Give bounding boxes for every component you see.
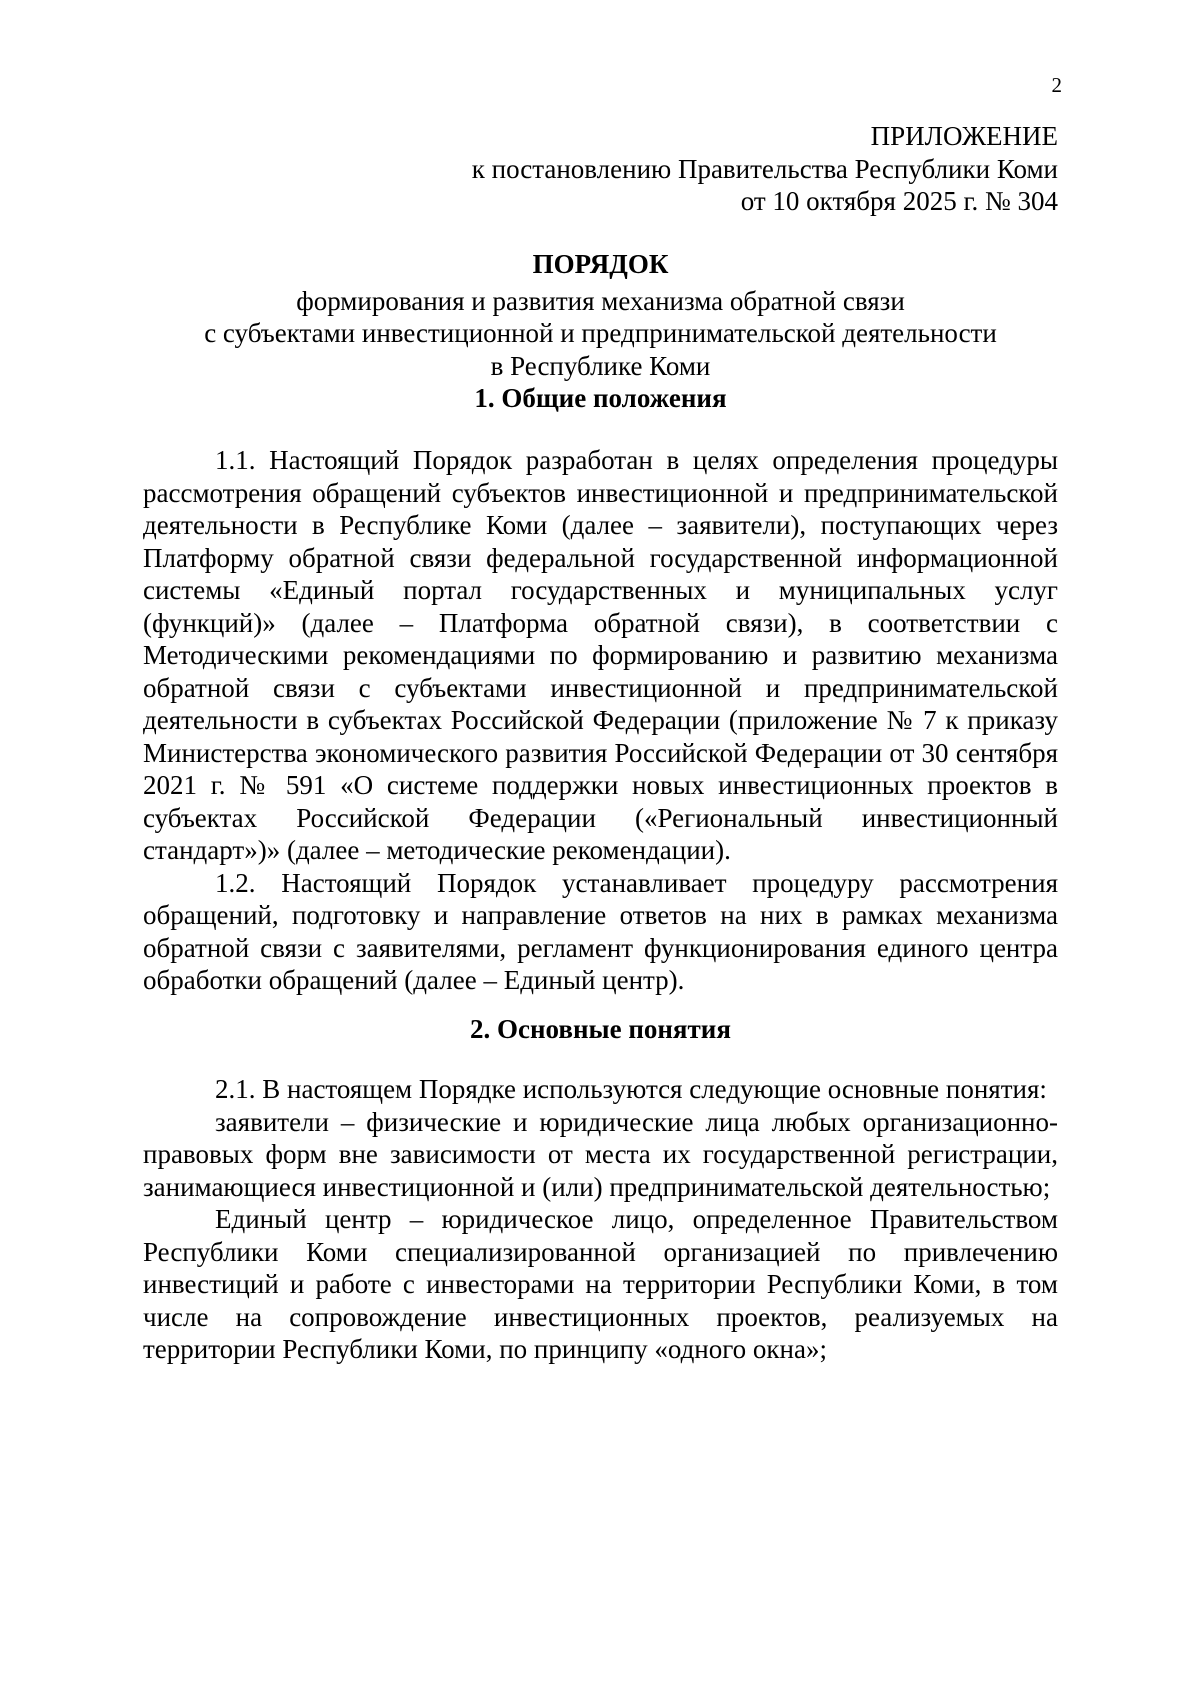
- document-subtitle-line-3: в Республике Коми: [490, 350, 711, 381]
- paragraph-1-2: 1.2. Настоящий Порядок устанавливает процедуру рассмотрения обращений, подготовку и направление ответов на них в рамках механизма обратной связи с заявителями, регламент функционирования единого центра обработки обращений (далее – Единый центр).: [143, 867, 1058, 995]
- paragraph-2-1: 2.1. В настоящем Порядке используются следующие основные понятия:: [215, 1074, 1047, 1104]
- section-2-heading: 2. Основные понятия: [470, 1014, 731, 1044]
- section-2-body: [143, 1073, 1058, 1366]
- page-number: 2: [1051, 73, 1062, 97]
- document-subtitle-line-1: формирования и развития механизма обратной связи: [296, 285, 905, 316]
- appendix-label: ПРИЛОЖЕНИЕ: [870, 121, 1058, 151]
- definition-applicants: заявители – физические и юридические лица любых организационно-правовых форм вне зависимости от места их государственной регистрации, занимающиеся инвестиционной и (или) предпринимательской деятельностью;: [143, 1106, 1058, 1202]
- document-subtitle-line-2: с субъектами инвестиционной и предпринимательской деятельности: [204, 318, 997, 348]
- appendix-date-number: от 10 октября 2025 г. № 304: [740, 186, 1058, 216]
- section-1-body: [143, 444, 1058, 997]
- document-title-block: [143, 248, 1058, 382]
- definition-single-center: Единый центр – юридическое лицо, определенное Правительством Республики Коми специализированной организацией по привлечению инвестиций и работе с инвесторами на территории Республики Коми, в том числе на сопровождение инвестиционных проектов, реализуемых на территории Республики Коми, по принципу «одного окна»;: [143, 1204, 1058, 1364]
- appendix-header: [143, 120, 1058, 218]
- section-1-heading: 1. Общие положения: [474, 383, 727, 413]
- appendix-reference: к постановлению Правительства Республики Коми: [471, 153, 1058, 184]
- paragraph-1-1: 1.1. Настоящий Порядок разработан в целях определения процедуры рассмотрения обращений субъектов инвестиционной и предпринимательской деятельности в Республике Коми (далее – заявители), поступающих через Платформу обратной связи федеральной государственной информационной системы «Единый портал государственных и муниципальных услуг (функций)» (далее – Платформа обратной связи), в соответствии с Методическими рекомендациями по формированию и развитию механизма обратной связи с субъектами инвестиционной и предпринимательской деятельности в субъектах Российской Федерации (приложение № 7 к приказу Министерства экономического развития Российской Федерации от 30 сентября 2021 г. № 591 «О системе поддержки новых инвестиционных проектов в субъектах Российской Федерации («Региональный инвестиционный стандарт»)» (далее – методические рекомендации).: [143, 445, 1058, 865]
- document-title: ПОРЯДОК: [532, 249, 669, 279]
